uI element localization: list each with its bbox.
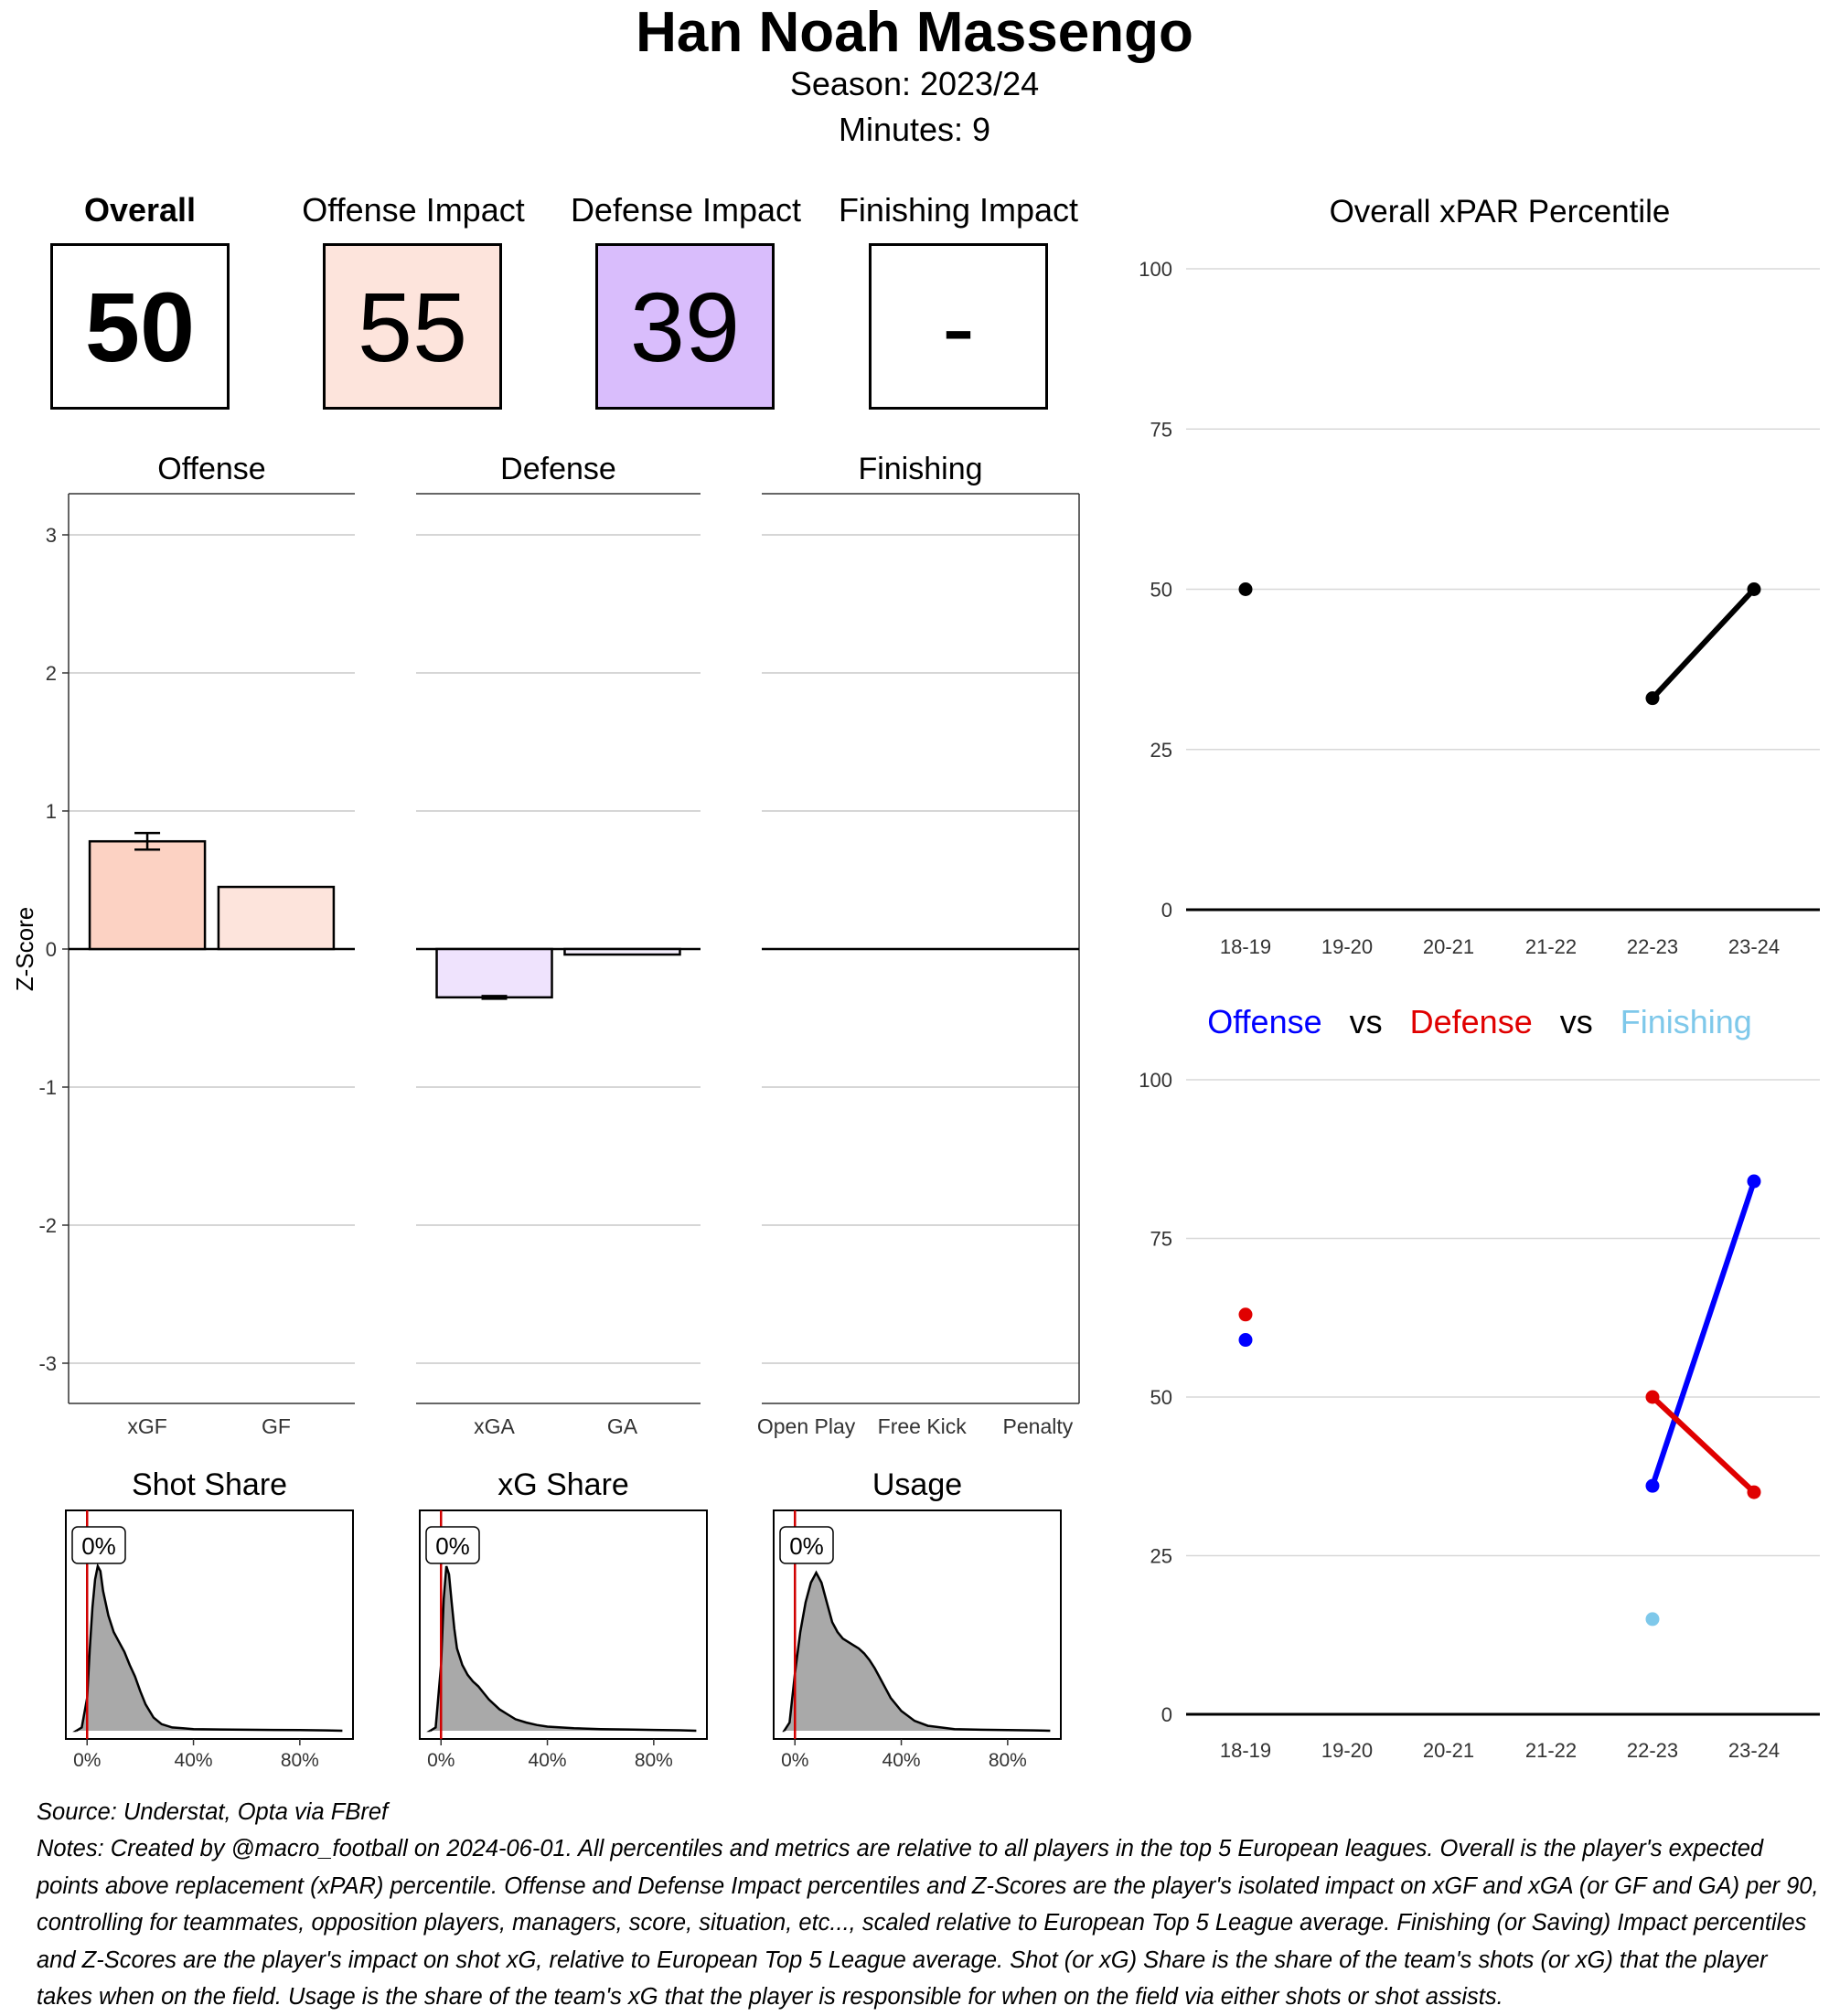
source-note: Source: Understat, Opta via FBref bbox=[37, 1799, 389, 1825]
offense-impact-card-label: Offense Impact bbox=[302, 191, 525, 229]
bar-gf bbox=[219, 887, 334, 949]
panel-title-defense: Defense bbox=[500, 452, 616, 486]
x-tick-label: xGF bbox=[127, 1414, 167, 1438]
y-tick-label: 0 bbox=[1161, 899, 1172, 922]
percentile-line-charts bbox=[1097, 183, 1829, 1783]
player-value-label: 0% bbox=[789, 1532, 824, 1560]
player-name: Han Noah Massengo bbox=[636, 1, 1193, 64]
data-point bbox=[1748, 582, 1761, 596]
minutes-label: Minutes: 9 bbox=[838, 111, 991, 148]
x-tick-label: 22-23 bbox=[1626, 935, 1679, 958]
season-label: Season: 2023/24 bbox=[789, 65, 1040, 102]
x-tick-label: 21-22 bbox=[1524, 1739, 1578, 1762]
player-value-label: 0% bbox=[81, 1532, 116, 1560]
title-part: Offense bbox=[1207, 1003, 1322, 1040]
x-tick-label: 40% bbox=[174, 1750, 213, 1771]
player-value-label: 0% bbox=[435, 1532, 470, 1560]
y-tick-label: 100 bbox=[1139, 1069, 1172, 1092]
y-tick-label: 3 bbox=[45, 524, 57, 547]
x-tick-label: 80% bbox=[280, 1750, 319, 1771]
finishing-impact-card-label: Finishing Impact bbox=[838, 191, 1079, 229]
data-point bbox=[1646, 1391, 1660, 1404]
y-tick-label: -2 bbox=[38, 1214, 57, 1237]
zscore-bar-charts bbox=[0, 448, 1097, 1445]
density-area bbox=[77, 1566, 343, 1731]
finishing-impact-card: - bbox=[869, 243, 1048, 410]
density-title: xG Share bbox=[497, 1467, 629, 1502]
overall-percentile-title: Overall xPAR Percentile bbox=[1329, 194, 1671, 229]
x-tick-label: GF bbox=[261, 1414, 291, 1438]
x-tick-label: 0% bbox=[781, 1750, 809, 1771]
data-point bbox=[1748, 1486, 1761, 1499]
x-tick-label: 0% bbox=[427, 1750, 455, 1771]
offense-impact-card: 55 bbox=[323, 243, 502, 410]
panel-title-offense: Offense bbox=[157, 452, 266, 486]
data-point bbox=[1239, 1333, 1253, 1347]
data-point bbox=[1748, 1175, 1761, 1189]
y-tick-label: 1 bbox=[45, 800, 57, 823]
density-title: Shot Share bbox=[131, 1467, 288, 1502]
y-tick-label: 0 bbox=[45, 938, 57, 961]
y-tick-label: 0 bbox=[1161, 1703, 1172, 1726]
density-title: Usage bbox=[872, 1467, 963, 1502]
y-tick-label: 75 bbox=[1150, 418, 1172, 442]
bar-xga bbox=[437, 949, 552, 997]
series-line bbox=[1653, 1181, 1754, 1486]
data-point bbox=[1239, 1307, 1253, 1321]
share-density-charts bbox=[0, 1454, 1097, 1783]
x-tick-label: 18-19 bbox=[1219, 935, 1272, 958]
panel-title-finishing: Finishing bbox=[858, 452, 983, 486]
y-tick-label: 75 bbox=[1150, 1227, 1172, 1251]
x-tick-label: 19-20 bbox=[1321, 1739, 1374, 1762]
x-tick-label: 80% bbox=[988, 1750, 1027, 1771]
x-tick-label: Free Kick bbox=[877, 1414, 967, 1438]
data-point bbox=[1646, 1479, 1660, 1493]
title-part: vs bbox=[1321, 1003, 1383, 1040]
x-tick-label: 0% bbox=[73, 1750, 102, 1771]
y-tick-label: 25 bbox=[1150, 738, 1172, 762]
y-tick-label: -1 bbox=[38, 1076, 57, 1099]
x-tick-label: 23-24 bbox=[1727, 935, 1781, 958]
x-tick-label: GA bbox=[606, 1414, 638, 1438]
bar-xgf bbox=[90, 841, 205, 949]
x-tick-label: 80% bbox=[634, 1750, 673, 1771]
comparison-title bbox=[1207, 1003, 1752, 1040]
data-point bbox=[1239, 582, 1253, 596]
y-tick-label: 50 bbox=[1150, 1386, 1172, 1409]
y-tick-label: 50 bbox=[1150, 578, 1172, 602]
bar-ga bbox=[564, 949, 679, 955]
x-tick-label: 20-21 bbox=[1422, 935, 1475, 958]
data-point bbox=[1646, 691, 1660, 705]
density-area bbox=[431, 1566, 697, 1731]
title-part: Defense bbox=[1382, 1003, 1533, 1040]
x-tick-label: 19-20 bbox=[1321, 935, 1374, 958]
y-tick-label: 100 bbox=[1139, 258, 1172, 281]
x-tick-label: 18-19 bbox=[1219, 1739, 1272, 1762]
x-tick-label: 22-23 bbox=[1626, 1739, 1679, 1762]
overall-card-label: Overall bbox=[83, 191, 197, 229]
series-line bbox=[1653, 590, 1754, 699]
overall-card: 50 bbox=[50, 243, 230, 410]
defense-impact-card: 39 bbox=[595, 243, 775, 410]
title-part: Finishing bbox=[1592, 1003, 1752, 1040]
x-tick-label: 40% bbox=[528, 1750, 567, 1771]
title-part: vs bbox=[1532, 1003, 1593, 1040]
y-axis-label: Z-Score bbox=[11, 906, 38, 992]
x-tick-label: 21-22 bbox=[1524, 935, 1578, 958]
y-tick-label: -3 bbox=[38, 1352, 57, 1375]
x-tick-label: 23-24 bbox=[1727, 1739, 1781, 1762]
x-tick-label: Open Play bbox=[756, 1414, 856, 1438]
data-point bbox=[1646, 1612, 1660, 1626]
x-tick-label: 40% bbox=[882, 1750, 921, 1771]
defense-impact-card-label: Defense Impact bbox=[570, 191, 802, 229]
x-tick-label: Penalty bbox=[1002, 1414, 1074, 1438]
methodology-notes: Notes: Created by @macro_football on 2024-06-01. All percentiles and metrics are relative to all players in the top 5 European leagues. Overall is the player's expected points above replacement (xPAR) percentile. Offense and Defense Impact percentiles and Z-Scores are the player's isolated impact on xGF and xGA (or GF and GA) per 90, controlling for teammates, opposition players, managers, score, situation, etc..., scaled relative to European Top 5 League average. Finishing (or Saving) Impact percentiles and Z-Scores are the player's impact on shot xG, relative to European Top 5 League average. Shot (or xG) Share is the share of the team's shots (or xG) that the player takes when on the field. Usage is the share of the team's xG that the player is responsible for when on the field via either shots or shot assists. bbox=[37, 1836, 1819, 2010]
x-tick-label: xGA bbox=[474, 1414, 515, 1438]
y-tick-label: 25 bbox=[1150, 1544, 1172, 1568]
x-tick-label: 20-21 bbox=[1422, 1739, 1475, 1762]
y-tick-label: 2 bbox=[45, 662, 57, 685]
